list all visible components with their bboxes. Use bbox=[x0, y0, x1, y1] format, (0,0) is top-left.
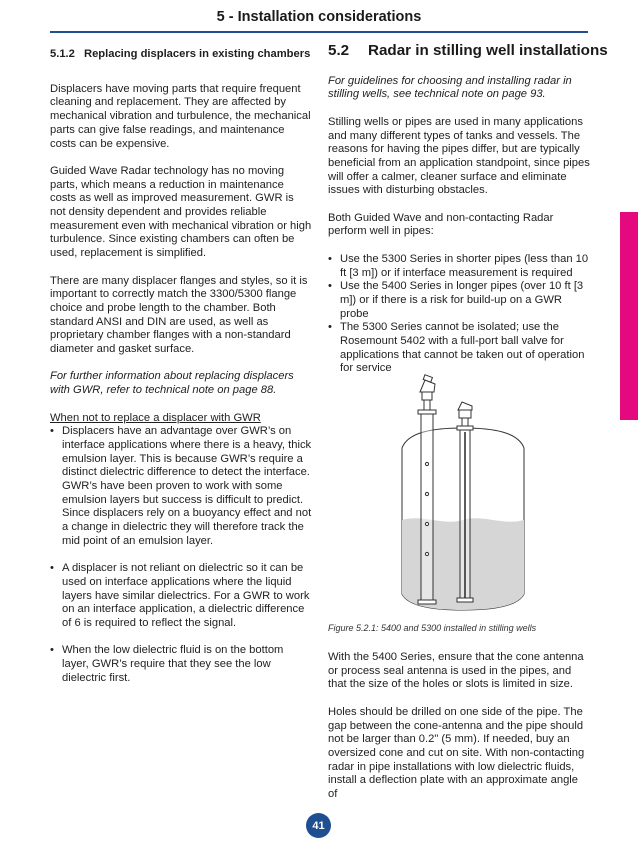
list-item: • Use the 5300 Series in shorter pipes (less than 10 ft [3 m]) or if interface measurement is required bbox=[328, 253, 590, 280]
header-rule bbox=[50, 31, 588, 33]
figure-caption: Figure 5.2.1: 5400 and 5300 installed in stilling wells bbox=[328, 623, 537, 633]
bullet-list bbox=[328, 253, 590, 376]
section-heading-5-2 bbox=[328, 42, 608, 59]
list-item: • The 5300 Series cannot be isolated; use the Rosemount 5402 with a full-port ball valve for applications that cannot be taken out of operation for service bbox=[328, 321, 590, 376]
right-column-lower bbox=[328, 651, 590, 815]
list-item: • Displacers have an advantage over GWR’s on interface applications where there is a heavy, thick emulsion layer. This is because GWR’s require a distinct dielectric difference to detect the interface. GWR’s have been proven to work with some emulsion layers but success is difficult to predict. Since displacers rely on a buoyancy effect and not a change in dielectric they will therefore track the mid point of an emulsion layer. bbox=[50, 425, 312, 548]
stilling-well-figure bbox=[388, 372, 534, 617]
running-header: 5 - Installation considerations bbox=[216, 9, 422, 25]
section-number: 5.1.2 bbox=[50, 48, 75, 60]
left-column bbox=[50, 48, 312, 699]
section-title: Radar in stilling well installations bbox=[368, 42, 608, 59]
chapter-tab bbox=[620, 212, 638, 420]
paragraph: Stilling wells or pipes are used in many applications and many different types of tanks and vessels. The reasons for having the pipes differ, but are typically beneficial from an application standpoint, since pipes will offer a calmer, cleaner surface and eliminate issues with disturbing obstacles. bbox=[328, 115, 590, 197]
subheading: When not to replace a displacer with GWR bbox=[50, 411, 261, 424]
paragraph: Holes should be drilled on one side of the pipe. The gap between the cone-antenna and the pipe should not be larger than 0.2" (5 mm). If needed, buy an oversized cone and cut on site. With non-contacting radar in pipe installations with low dielectric fluids, install a deflection plate with an approximate angle of bbox=[328, 705, 585, 801]
stilling-well-left bbox=[418, 410, 436, 604]
section-heading-5-1-2 bbox=[50, 48, 312, 62]
list-item: • A displacer is not reliant on dielectric so it can be used on interface applications where the liquid layers have similar dielectrics. For a GWR to work on an interface application, a dielectric difference of 6 is required to reflect the signal. bbox=[50, 562, 312, 631]
reference-note: For further information about replacing displacers with GWR, refer to technical note on page 88. bbox=[50, 370, 294, 397]
paragraph: With the 5400 Series, ensure that the cone antenna or process seal antenna is used in the pipes, and that the size of the holes or slots is limited in size. bbox=[328, 651, 584, 691]
paragraph: Displacers have moving parts that require frequent cleaning and replacement. They are affected by mechanical vibration and turbulence, the mechanical parts can give false readings, and maintenance costs can be expensive. bbox=[50, 82, 311, 150]
list-item: • Use the 5400 Series in longer pipes (over 10 ft [3 m]) or if there is a risk for build-up on a GWR probe bbox=[328, 280, 590, 321]
paragraph: Guided Wave Radar technology has no moving parts, which means a reduction in maintenance costs as well as improved measurement. GWR is not density dependent and provides reliable measurement even with mechanical vibration or high turbulence. Since existing chambers can often be used, replacement is simplified. bbox=[50, 164, 312, 260]
reference-note: For guidelines for choosing and installing radar in stilling wells, see technical note on page 93. bbox=[328, 74, 572, 101]
section-title: Replacing displacers in existing chambers bbox=[84, 48, 311, 60]
section-number: 5.2 bbox=[328, 42, 350, 59]
list-item: • When the low dielectric fluid is on the bottom layer, GWR’s require that they see the low dielectric first. bbox=[50, 644, 312, 685]
paragraph: There are many displacer flanges and styles, so it is important to correctly match the 3300/5300 flange choice and probe length to the chamber. Both standard ANSI and DIN are used, as well as proprietary chamber flanges with a non-standard diameter and gasket surface. bbox=[50, 274, 308, 356]
right-column bbox=[328, 42, 608, 390]
paragraph: Both Guided Wave and non-contacting Radar perform well in pipes: bbox=[328, 211, 554, 238]
bullet-list bbox=[50, 425, 312, 685]
page-number-badge: 41 bbox=[306, 813, 331, 838]
radar-5400-transmitter bbox=[420, 375, 435, 410]
